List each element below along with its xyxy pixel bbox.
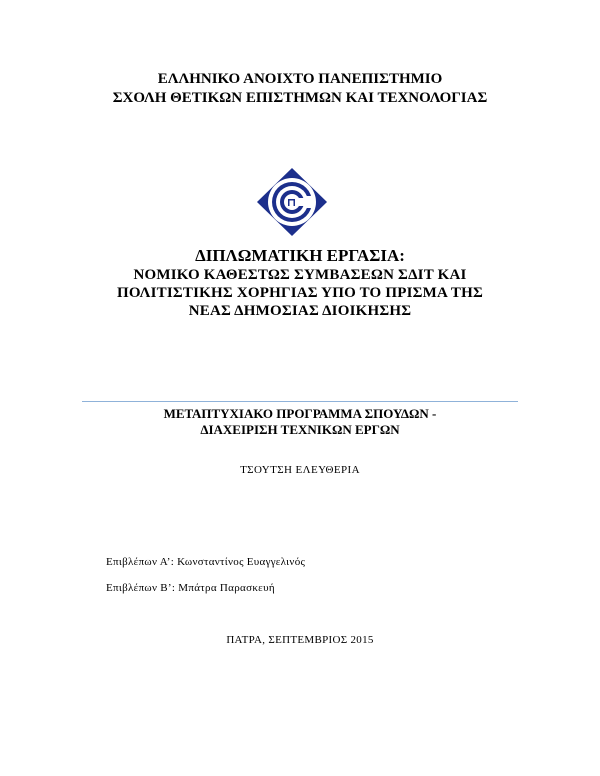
thesis-title-line-3: ΝΕΑΣ ΔΗΜΟΣΙΑΣ ΔΙΟΙΚΗΣΗΣ [188, 303, 412, 319]
program-line-1: ΜΕΤΑΠΤΥΧΙΑΚΟ ΠΡΟΓΡΑΜΜΑ ΣΠΟΥΔΩΝ - [163, 406, 437, 421]
institution-header [0, 70, 600, 108]
school-name: ΣΧΟΛΗ ΘΕΤΙΚΩΝ ΕΠΙΣΤΗΜΩΝ ΚΑΙ ΤΕΧΝΟΛΟΓΙΑΣ [112, 90, 488, 106]
divider-line [82, 401, 518, 402]
university-logo-icon [257, 168, 327, 236]
thesis-heading: ΔΙΠΛΩΜΑΤΙΚΗ ΕΡΓΑΣΙΑ: [195, 246, 405, 265]
program-line-2: ΔΙΑΧΕΙΡΙΣΗ ΤΕΧΝΙΚΩΝ ΕΡΓΩΝ [200, 422, 400, 437]
supervisor-b: Επιβλέπων Β’: Μπάτρα Παρασκευή [106, 582, 275, 594]
author-name: ΤΣΟΥΤΣΗ ΕΛΕΥΘΕΡΙΑ [240, 464, 360, 476]
supervisor-a: Επιβλέπων Α’: Κωνσταντίνος Ευαγγελινός [106, 556, 306, 568]
thesis-title-line-2: ΠΟΛΙΤΙΣΤΙΚΗΣ ΧΟΡΗΓΙΑΣ ΥΠΟ ΤΟ ΠΡΙΣΜΑ ΤΗΣ [117, 285, 483, 301]
university-name: ΕΛΛΗΝΙΚΟ ΑΝΟΙΧΤΟ ΠΑΝΕΠΙΣΤΗΜΙΟ [157, 71, 443, 87]
program-name [0, 406, 600, 438]
place-date: ΠΑΤΡΑ, ΣΕΠΤΕΜΒΡΙΟΣ 2015 [226, 634, 374, 646]
thesis-title-line-1: ΝΟΜΙΚΟ ΚΑΘΕΣΤΩΣ ΣΥΜΒΑΣΕΩΝ ΣΔΙΤ ΚΑΙ [133, 267, 467, 283]
thesis-title-block [0, 246, 600, 320]
